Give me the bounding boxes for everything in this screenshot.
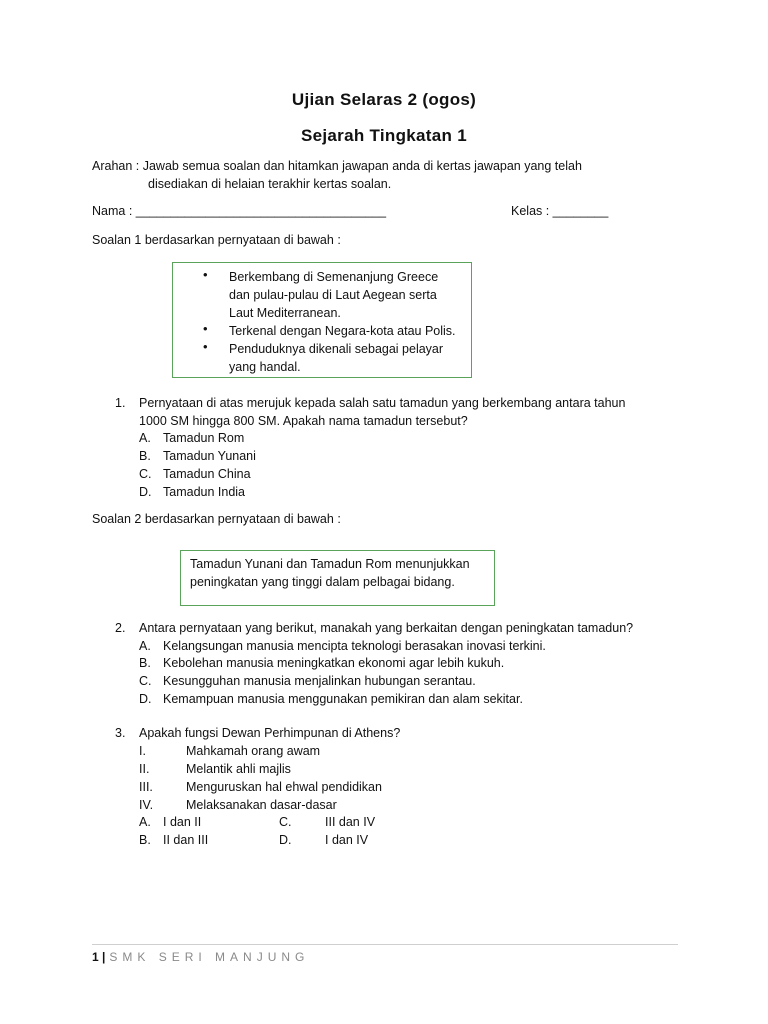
q2-number: 2. bbox=[115, 621, 126, 635]
instructions-line-2: disediakan di helaian terakhir kertas soalan. bbox=[148, 177, 392, 191]
q3-option-b: B. II dan III bbox=[139, 833, 209, 847]
q1-option-d: D. Tamadun India bbox=[139, 485, 246, 499]
instructions-line-1: Arahan : Jawab semua soalan dan hitamkan jawapan anda di kertas jawapan yang telah bbox=[92, 159, 582, 173]
q2-question: Antara pernyataan yang berikut, manakah yang berkaitan dengan peningkatan tamadun? bbox=[139, 621, 634, 635]
footer-divider bbox=[92, 944, 678, 945]
page-footer bbox=[92, 950, 309, 964]
q2-option-d: D. Kemampuan manusia menggunakan pemikiran dan alam sekitar. bbox=[139, 692, 523, 706]
q2-box-line-2: peningkatan yang tinggi dalam pelbagai bidang. bbox=[190, 575, 455, 589]
q3-option-d: D. I dan IV bbox=[279, 833, 369, 847]
q3-statement-1: I. Mahkamah orang awam bbox=[139, 744, 321, 758]
class-field: Kelas : ________ bbox=[511, 204, 609, 218]
q1-question-line-1: Pernyataan di atas merujuk kepada salah satu tamadun yang berkembang antara tahun bbox=[139, 396, 626, 410]
exam-subtitle: Sejarah Tingkatan 1 bbox=[300, 126, 467, 145]
exam-title: Ujian Selaras 2 (ogos) bbox=[291, 90, 477, 109]
q2-option-c: C. Kesungguhan manusia menjalinkan hubungan serantau. bbox=[139, 674, 476, 688]
bullet-icon: • bbox=[203, 321, 208, 336]
q2-option-b: B. Kebolehan manusia meningkatkan ekonomi agar lebih kukuh. bbox=[139, 656, 505, 670]
q2-statement-box bbox=[180, 550, 495, 606]
bullet-icon: • bbox=[203, 267, 208, 282]
q2-intro: Soalan 2 berdasarkan pernyataan di bawah : bbox=[92, 512, 341, 526]
q3-statement-4: IV. Melaksanakan dasar-dasar bbox=[139, 798, 337, 812]
q3-statement-2: II. Melantik ahli majlis bbox=[139, 762, 291, 776]
q2-option-a: A. Kelangsungan manusia mencipta teknologi berasakan inovasi terkini. bbox=[139, 639, 546, 653]
page-number: 1 | bbox=[92, 950, 106, 964]
q1-statement-box: • Berkembang di Semenanjung Greece dan pulau-pulau di Laut Aegean serta Laut Mediterranean. • Terkenal dengan Negara-kota atau Polis. • Penduduknya dikenali sebagai pelayar yang handal. bbox=[172, 262, 472, 378]
q1-option-b: B. Tamadun Yunani bbox=[139, 449, 256, 463]
q3-option-a: A. I dan II bbox=[139, 815, 202, 829]
q3-number: 3. bbox=[115, 726, 126, 740]
school-name: SMK SERI MANJUNG bbox=[109, 950, 310, 964]
q1-intro: Soalan 1 berdasarkan pernyataan di bawah : bbox=[92, 233, 341, 247]
q1-option-c: C. Tamadun China bbox=[139, 467, 251, 481]
q3-question: Apakah fungsi Dewan Perhimpunan di Athens? bbox=[139, 726, 401, 740]
q1-number: 1. bbox=[115, 396, 126, 410]
q2-box-line-1: Tamadun Yunani dan Tamadun Rom menunjukkan bbox=[190, 557, 470, 571]
name-field: Nama : ____________________________________ bbox=[92, 204, 387, 218]
bullet-icon: • bbox=[203, 339, 208, 354]
q1-question-line-2: 1000 SM hingga 800 SM. Apakah nama tamadun tersebut? bbox=[139, 414, 468, 428]
q1-option-a: A. Tamadun Rom bbox=[139, 431, 245, 445]
q3-statement-3: III. Menguruskan hal ehwal pendidikan bbox=[139, 780, 382, 794]
q3-option-c: C. III dan IV bbox=[279, 815, 376, 829]
